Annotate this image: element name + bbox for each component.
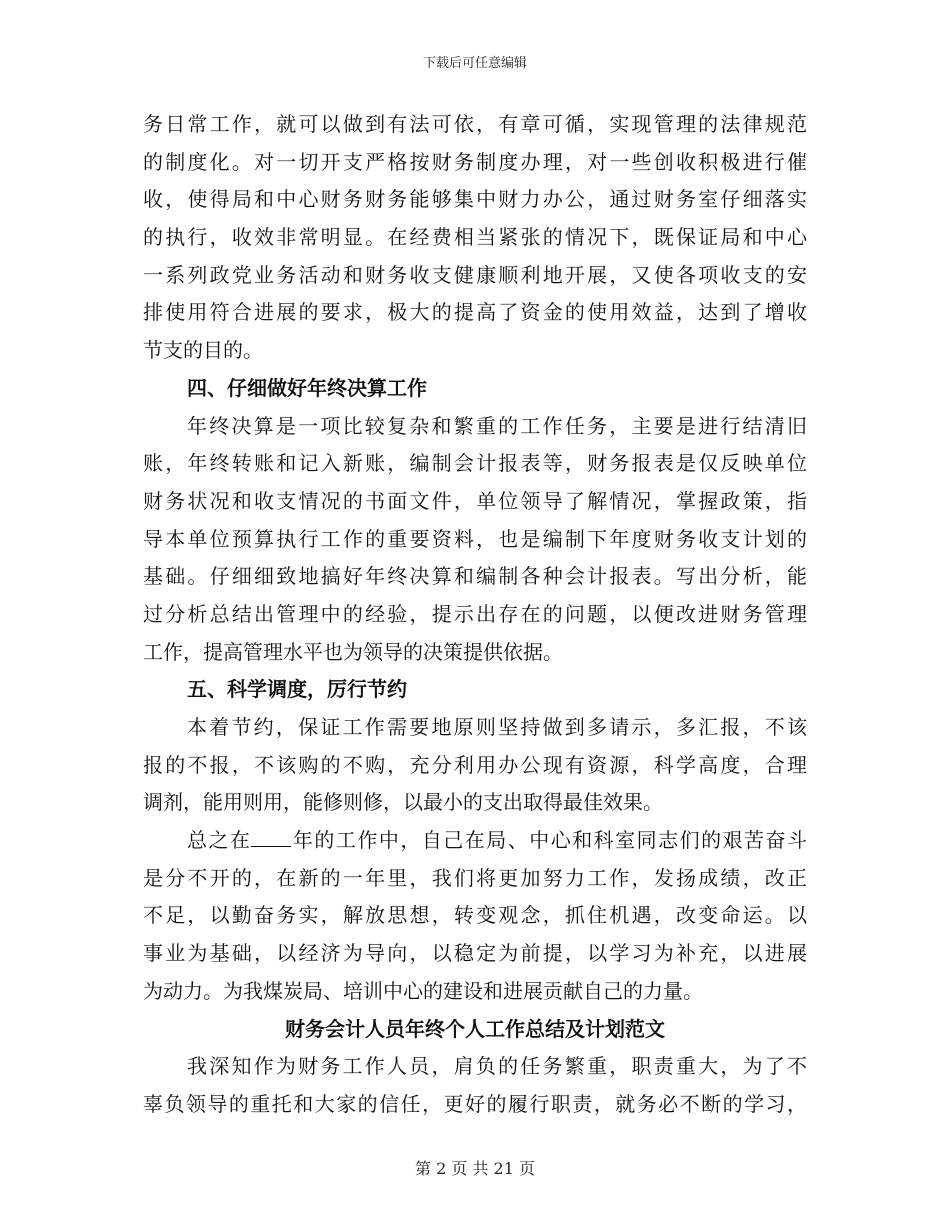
- paragraph-line: 的执行，收效非常明显。在经费相当紧张的情况下，既保证局和中心: [143, 225, 807, 250]
- paragraph-line: 账，年终转账和记入新账，编制会计报表等，财务报表是仅反映单位: [143, 451, 807, 476]
- paragraph-line: 过分析总结出管理中的经验，提示出存在的问题，以便改进财务管理: [143, 601, 807, 626]
- paragraph-line: 节支的目的。: [143, 338, 263, 363]
- document-title: 财务会计人员年终个人工作总结及计划范文: [285, 1016, 665, 1041]
- paragraph-line: 本着节约，保证工作需要地原则坚持做到多请示，多汇报，不该: [187, 715, 807, 739]
- paragraph-line: 工作，提高管理水平也为领导的决策提供依据。: [143, 639, 563, 664]
- document-body: [143, 106, 807, 1124]
- text-before-blank: 总之在: [187, 828, 252, 853]
- paragraph-line: 是分不开的，在新的一年里，我们将更加努力工作，发扬成绩，改正: [143, 865, 807, 890]
- paragraph-line: 收，使得局和中心财务财务能够集中财力办公，通过财务室仔细落实: [143, 187, 807, 212]
- paragraph-line: 务日常工作，就可以做到有法可依，有章可循，实现管理的法律规范: [143, 112, 807, 136]
- paragraph-line: 为动力。为我煤炭局、培训中心的建设和进展贡献自己的力量。: [143, 978, 703, 1003]
- paragraph-line: 我深知作为财务工作人员，肩负的任务繁重，职责重大，为了不: [187, 1054, 807, 1079]
- paragraph-line: 基础。仔细细致地搞好年终决算和编制各种会计报表。写出分析，能: [143, 564, 807, 589]
- section-heading-5: 五、科学调度，厉行节约: [187, 677, 407, 702]
- paragraph-line: 的制度化。对一切开支严格按财务制度办理，对一些创收积极进行催: [143, 149, 807, 174]
- paragraph-line: 事业为基础，以经济为导向，以稳定为前提，以学习为补充，以进展: [143, 941, 807, 966]
- page-header: 下载后可任意编辑: [422, 56, 527, 71]
- fill-in-blank: [251, 824, 291, 847]
- paragraph-line: 调剂，能用则用，能修则修，以最小的支出取得最佳效果。: [143, 790, 663, 815]
- paragraph-line: 排使用符合进展的要求，极大的提高了资金的使用效益，达到了增收: [143, 300, 807, 325]
- paragraph-line: 报的不报，不该购的不购，充分利用办公现有资源，科学高度，合理: [143, 752, 807, 777]
- text-after-blank: 年的工作中，自己在局、中心和科室同志们的艰苦奋斗: [291, 828, 807, 853]
- paragraph-line: 不足，以勤奋务实，解放思想，转变观念，抓住机遇，改变命运。以: [143, 903, 807, 928]
- page-footer: 第 2 页 共 21 页: [415, 1159, 535, 1178]
- paragraph-line: 财务状况和收支情况的书面文件，单位领导了解情况，掌握政策，指: [143, 488, 807, 513]
- paragraph-line: 导本单位预算执行工作的重要资料，也是编制下年度财务收支计划的: [143, 526, 807, 551]
- paragraph-line-with-blank: [143, 822, 807, 860]
- paragraph-line: 一系列政党业务活动和财务收支健康顺利地开展，又使各项收支的安: [143, 262, 807, 287]
- paragraph-line: 辜负领导的重托和大家的信任，更好的履行职责，就务必不断的学习，: [143, 1091, 807, 1116]
- section-heading-4: 四、仔细做好年终决算工作: [187, 375, 427, 400]
- paragraph-line: 年终决算是一项比较复杂和繁重的工作任务，主要是进行结清旧: [187, 413, 807, 438]
